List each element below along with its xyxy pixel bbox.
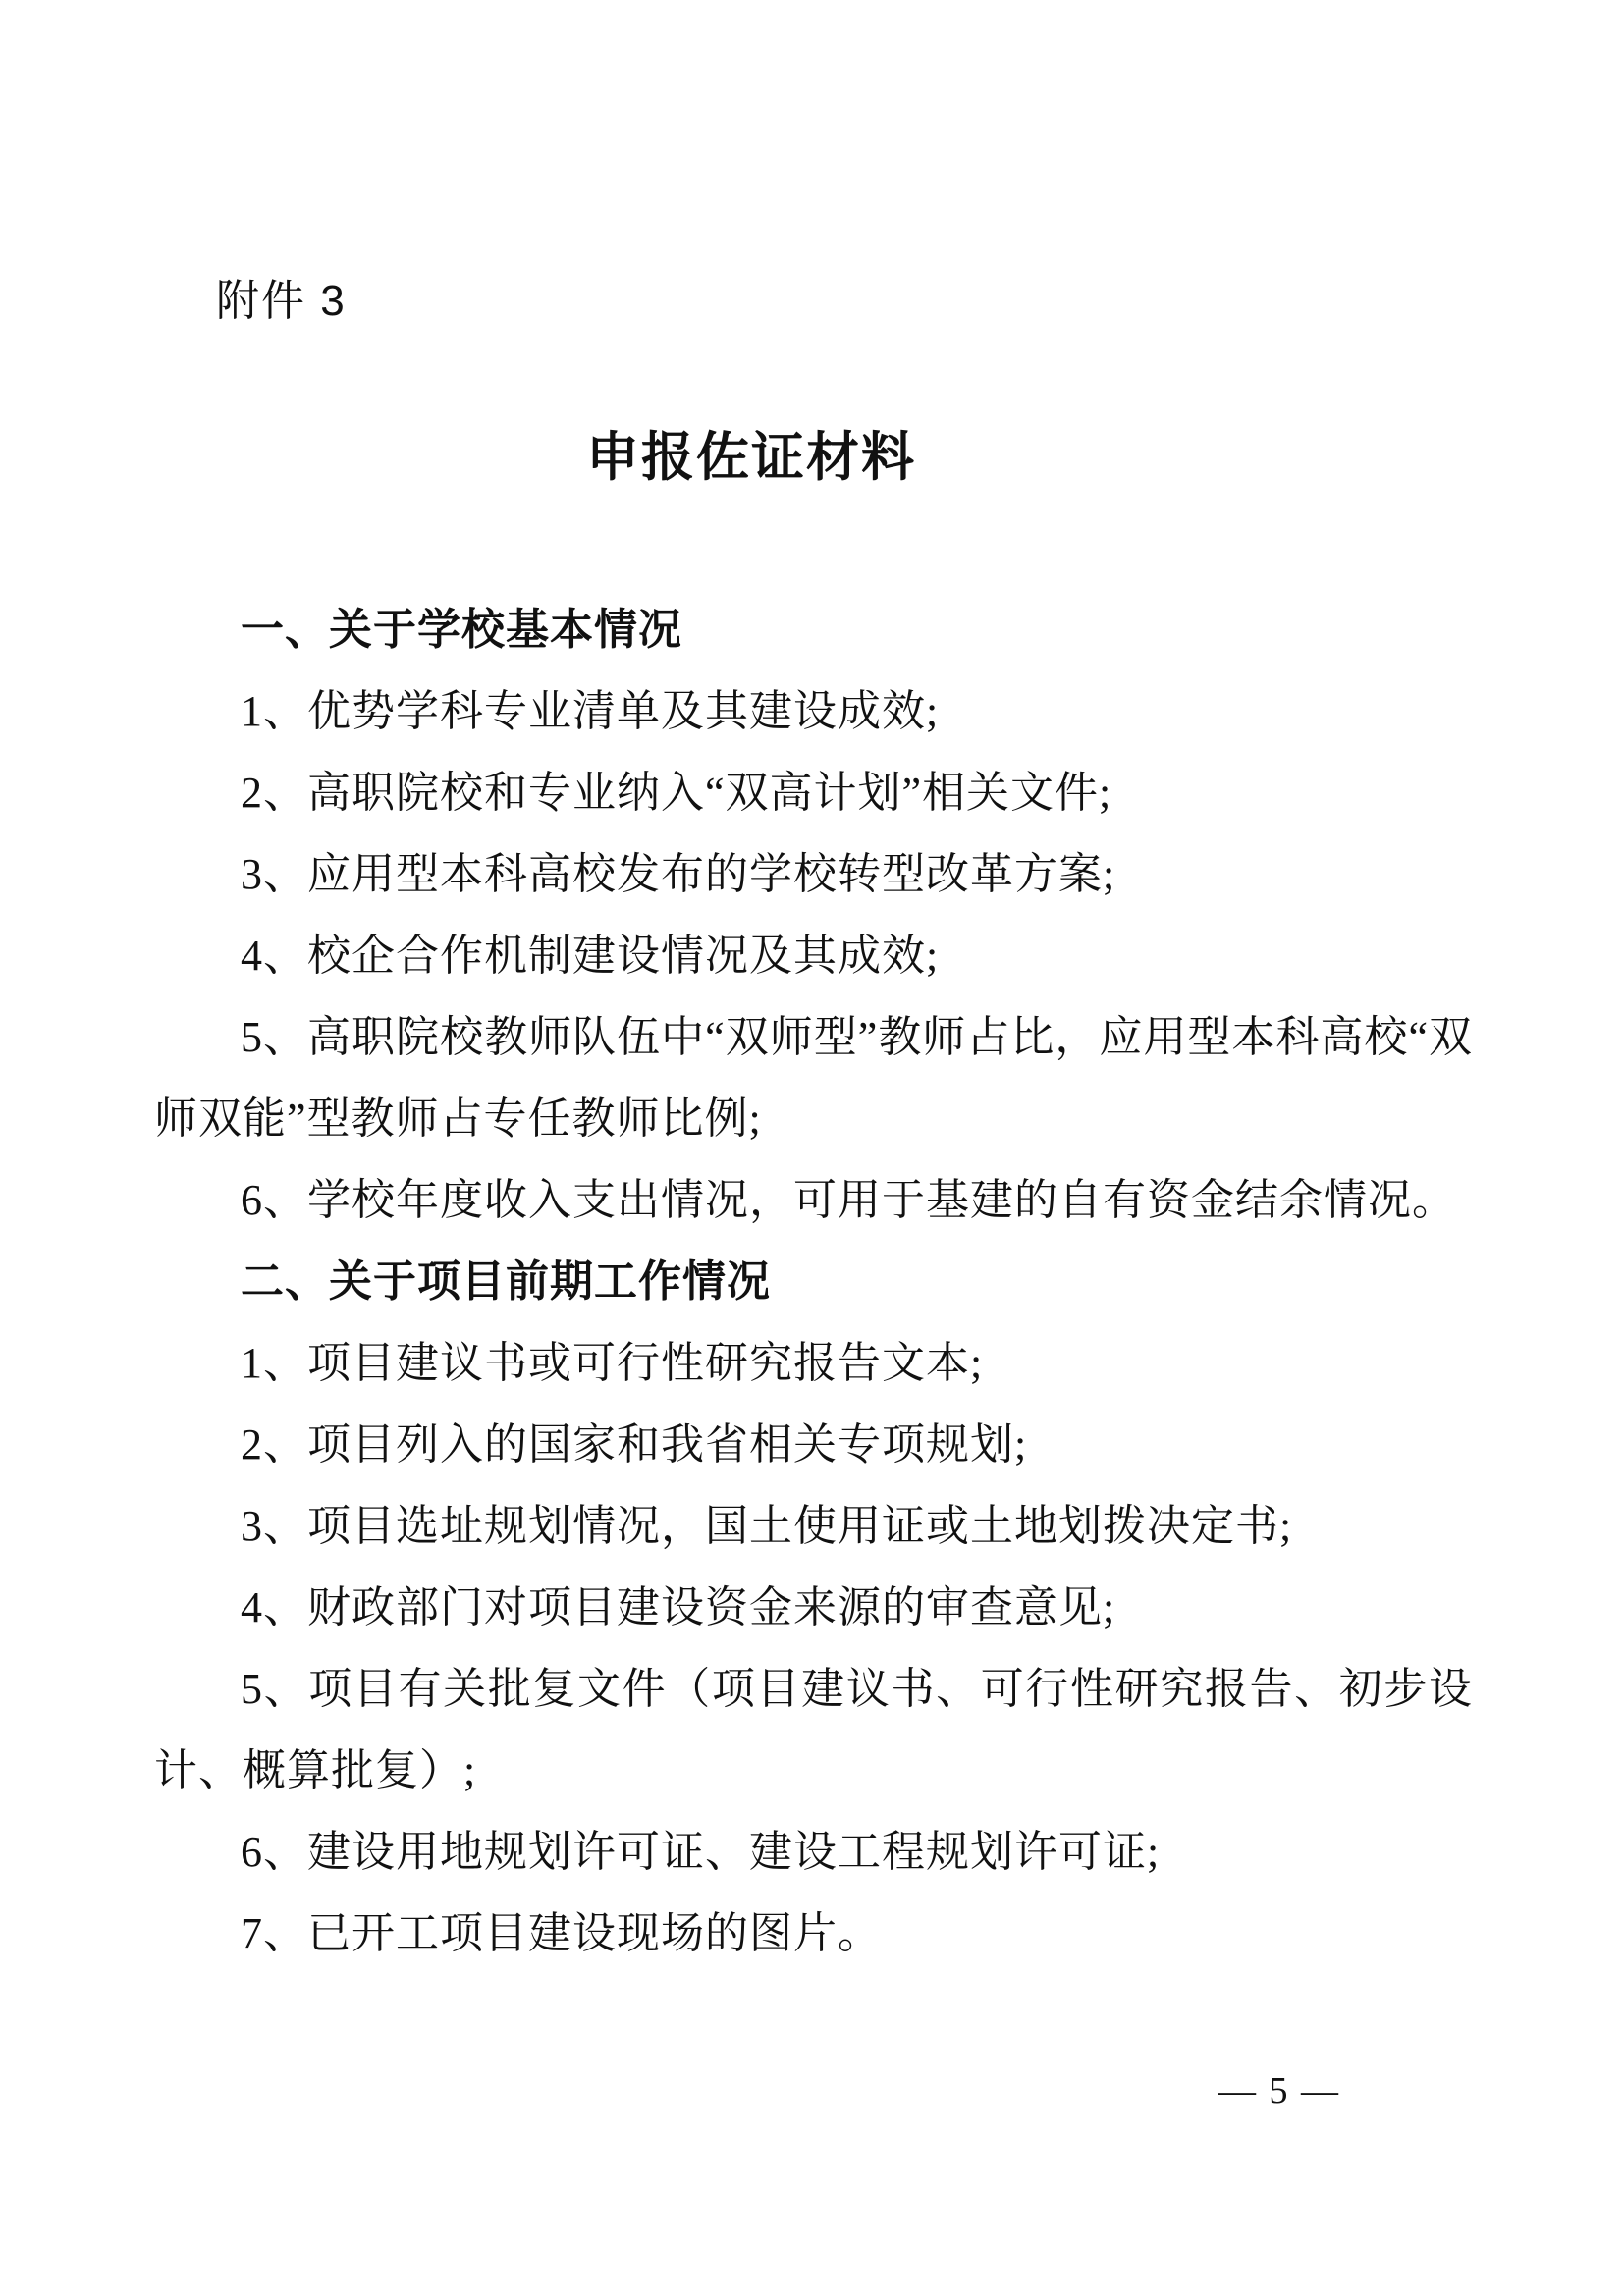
list-item: 4、财政部门对项目建设资金来源的审查意见;: [241, 1583, 1116, 1631]
section-heading-school-basic-info: 一、关于学校基本情况: [241, 606, 682, 654]
list-item: 4、校企合作机制建设情况及其成效;: [241, 932, 940, 980]
list-item: 7、已开工项目建设现场的图片。: [241, 1909, 882, 1957]
attachment-label: 附件 3: [216, 277, 347, 325]
list-item: 3、项目选址规划情况，国土使用证或土地划拨决定书;: [241, 1502, 1293, 1550]
document-title: 申报佐证材料: [586, 428, 916, 487]
section-heading-project-preliminary-work: 二、关于项目前期工作情况: [241, 1257, 771, 1306]
list-item: 6、学校年度收入支出情况，可用于基建的自有资金结余情况。: [241, 1176, 1456, 1224]
list-item: 3、应用型本科高校发布的学校转型改革方案;: [241, 850, 1116, 898]
list-item: 5、项目有关批复文件（项目建议书、可行性研究报告、初步设计、概算批复）;: [154, 1665, 1473, 1794]
list-item: 1、项目建议书或可行性研究报告文本;: [241, 1339, 984, 1387]
document-body: [154, 589, 1473, 1974]
list-item: 2、高职院校和专业纳入“双高计划”相关文件;: [241, 769, 1112, 817]
list-item: 5、高职院校教师队伍中“双师型”教师占比，应用型本科高校“双师双能”型教师占专任教师比例;: [154, 1013, 1473, 1143]
list-item: 6、建设用地规划许可证、建设工程规划许可证;: [241, 1828, 1161, 1876]
list-item: 1、优势学科专业清单及其建设成效;: [241, 687, 940, 735]
list-item: 2、项目列入的国家和我省相关专项规划;: [241, 1420, 1028, 1468]
page-number: — 5 —: [1218, 2070, 1340, 2111]
